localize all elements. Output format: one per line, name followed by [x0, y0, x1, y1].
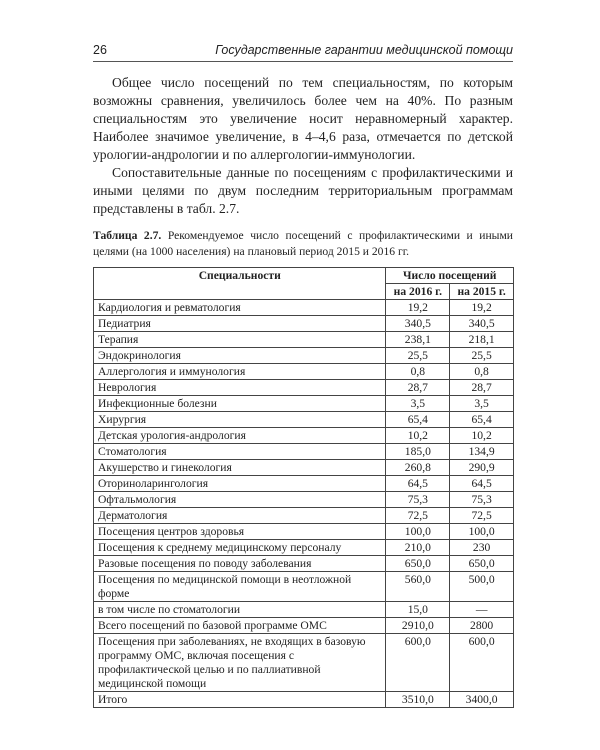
row-value-2016: 72,5: [386, 508, 450, 524]
row-specialty: Посещения центров здоровья: [94, 524, 386, 540]
row-value-2015: 10,2: [450, 428, 514, 444]
row-value-2015: 100,0: [450, 524, 514, 540]
row-value-2015: 290,9: [450, 460, 514, 476]
table-row: [94, 618, 514, 634]
row-value-2016: 28,7: [386, 380, 450, 396]
row-specialty: Стоматология: [94, 444, 386, 460]
running-title: Государственные гарантии медицинской помощи: [215, 43, 513, 57]
page-number: 26: [93, 43, 107, 57]
row-specialty: Педиатрия: [94, 316, 386, 332]
row-value-2015: 2800: [450, 618, 514, 634]
row-value-2015: 0,8: [450, 364, 514, 380]
row-specialty: Детская урология-андрология: [94, 428, 386, 444]
row-specialty: Посещения по медицинской помощи в неотложной форме: [94, 572, 386, 602]
row-specialty: Итого: [94, 692, 386, 708]
table-row: [94, 412, 514, 428]
table-row: [94, 348, 514, 364]
table-row: [94, 364, 514, 380]
row-value-2016: 210,0: [386, 540, 450, 556]
row-specialty: Дерматология: [94, 508, 386, 524]
table-row: [94, 460, 514, 476]
table-row: [94, 634, 514, 692]
row-specialty: Посещения при заболеваниях, не входящих в базовую программу ОМС, включая посещения с профилактической целью и по паллиативной медицинской помощи: [94, 634, 386, 692]
row-value-2015: 340,5: [450, 316, 514, 332]
visits-table: [93, 267, 514, 708]
row-value-2015: 25,5: [450, 348, 514, 364]
row-specialty: Офтальмология: [94, 492, 386, 508]
row-value-2015: 3,5: [450, 396, 514, 412]
header-2015: на 2015 г.: [450, 284, 514, 300]
row-value-2015: 500,0: [450, 572, 514, 602]
table-label: Таблица 2.7.: [93, 229, 162, 242]
table-row: [94, 524, 514, 540]
row-specialty: Терапия: [94, 332, 386, 348]
table-row: [94, 540, 514, 556]
table-row: [94, 380, 514, 396]
row-value-2016: 600,0: [386, 634, 450, 692]
row-value-2015: 64,5: [450, 476, 514, 492]
row-specialty: Оториноларингология: [94, 476, 386, 492]
table-caption: [93, 228, 513, 259]
row-specialty: Разовые посещения по поводу заболевания: [94, 556, 386, 572]
table-body: [94, 300, 514, 708]
row-specialty: Аллергология и иммунология: [94, 364, 386, 380]
row-value-2016: 64,5: [386, 476, 450, 492]
row-value-2015: 72,5: [450, 508, 514, 524]
row-specialty: Инфекционные болезни: [94, 396, 386, 412]
row-value-2016: 560,0: [386, 572, 450, 602]
row-specialty: Эндокринология: [94, 348, 386, 364]
table-row: [94, 300, 514, 316]
table-row: [94, 332, 514, 348]
row-value-2015: 28,7: [450, 380, 514, 396]
row-value-2015: 230: [450, 540, 514, 556]
row-specialty: Акушерство и гинекология: [94, 460, 386, 476]
row-value-2016: 3,5: [386, 396, 450, 412]
row-value-2016: 185,0: [386, 444, 450, 460]
table-row: [94, 444, 514, 460]
table-row: [94, 492, 514, 508]
row-specialty: Неврология: [94, 380, 386, 396]
row-value-2016: 238,1: [386, 332, 450, 348]
row-value-2015: 650,0: [450, 556, 514, 572]
row-value-2016: 25,5: [386, 348, 450, 364]
row-specialty: Всего посещений по базовой программе ОМС: [94, 618, 386, 634]
row-value-2016: 650,0: [386, 556, 450, 572]
table-row: [94, 508, 514, 524]
header-2016: на 2016 г.: [386, 284, 450, 300]
paragraph: Общее число посещений по тем специальностям, по которым возможны сравнения, увеличилось более чем на 40%. По разным специальностям это увеличение носит неравномерный характер. Наиболее значимое увеличение, в 4–4,6 раза, отмечается по детской урологии-андрологии и по аллергологии-иммунологии.: [93, 75, 513, 162]
running-header: [93, 42, 513, 62]
row-specialty: в том числе по стоматологии: [94, 602, 386, 618]
row-value-2016: 3510,0: [386, 692, 450, 708]
header-visits: Число посещений: [386, 268, 514, 284]
row-value-2016: 2910,0: [386, 618, 450, 634]
table-row: [94, 316, 514, 332]
row-specialty: Посещения к среднему медицинскому персоналу: [94, 540, 386, 556]
row-value-2016: 0,8: [386, 364, 450, 380]
row-value-2016: 100,0: [386, 524, 450, 540]
row-value-2015: 600,0: [450, 634, 514, 692]
table-row: [94, 602, 514, 618]
row-value-2016: 15,0: [386, 602, 450, 618]
row-value-2015: —: [450, 602, 514, 618]
table-row: [94, 396, 514, 412]
table-row: [94, 428, 514, 444]
row-value-2016: 75,3: [386, 492, 450, 508]
table-row: [94, 476, 514, 492]
row-value-2015: 19,2: [450, 300, 514, 316]
row-value-2015: 65,4: [450, 412, 514, 428]
body-text: [93, 74, 513, 218]
row-value-2016: 10,2: [386, 428, 450, 444]
paragraph: Сопоставительные данные по посещениям с профилактическими и иными целями по двум последним территориальным программам представлены в табл. 2.7.: [93, 165, 513, 216]
table-row: [94, 572, 514, 602]
row-value-2016: 65,4: [386, 412, 450, 428]
row-value-2015: 75,3: [450, 492, 514, 508]
header-specialty: Специальности: [94, 268, 386, 300]
table-caption-text: Рекомендуемое число посещений с профилактическими и иными целями (на 1000 населения) на плановый период 2015 и 2016 гг.: [93, 229, 513, 258]
table-row: [94, 692, 514, 708]
row-value-2016: 260,8: [386, 460, 450, 476]
row-value-2015: 134,9: [450, 444, 514, 460]
row-specialty: Хирургия: [94, 412, 386, 428]
row-value-2015: 218,1: [450, 332, 514, 348]
row-value-2015: 3400,0: [450, 692, 514, 708]
table-row: [94, 556, 514, 572]
row-specialty: Кардиология и ревматология: [94, 300, 386, 316]
row-value-2016: 19,2: [386, 300, 450, 316]
row-value-2016: 340,5: [386, 316, 450, 332]
